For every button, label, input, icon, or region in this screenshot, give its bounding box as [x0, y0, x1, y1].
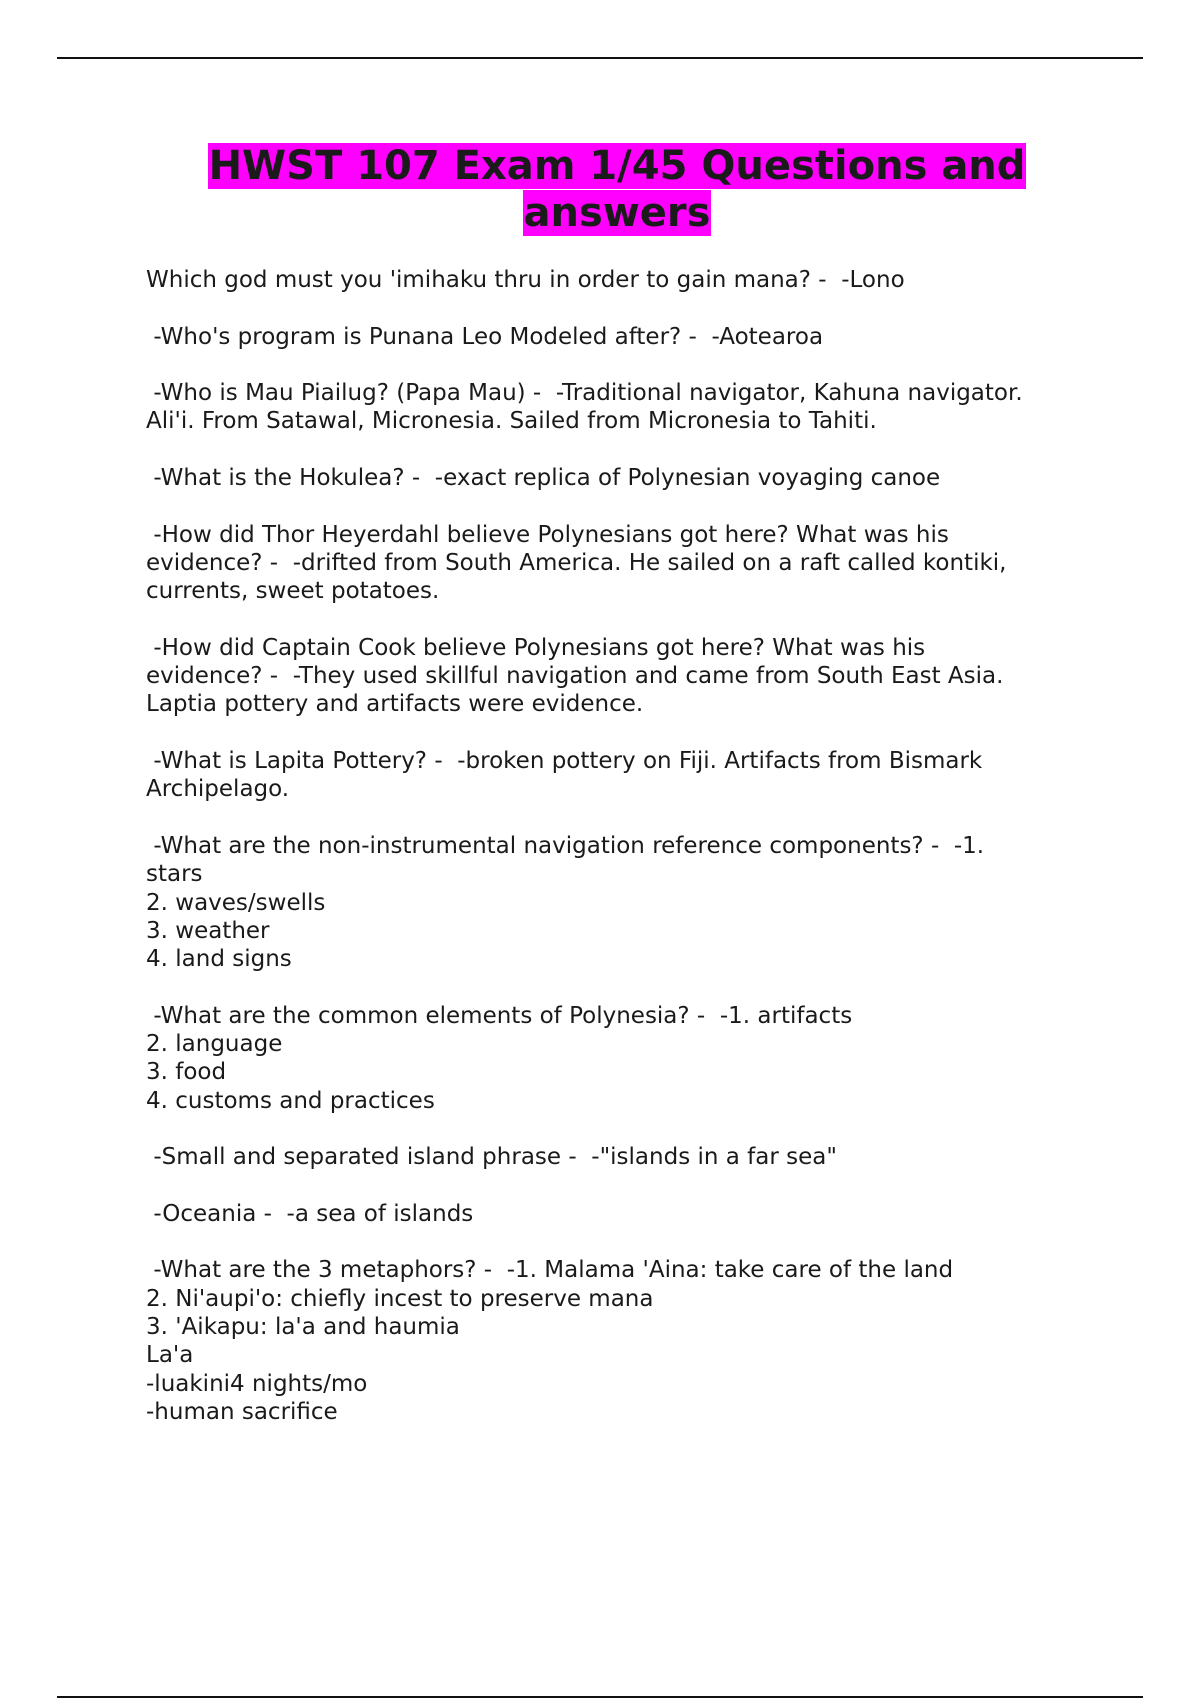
qa-item	[146, 1200, 1091, 1228]
qa-line: stars	[146, 861, 203, 888]
qa-line: Ali'i. From Satawal, Micronesia. Sailed from Micronesia to Tahiti.	[146, 408, 877, 435]
qa-line: La'a	[146, 1342, 194, 1369]
qa-line: -Small and separated island phrase - -"islands in a far sea"	[146, 1144, 837, 1171]
qa-item	[146, 379, 1091, 436]
qa-line: -human sacrifice	[146, 1398, 338, 1425]
qa-line: -What are the 3 metaphors? - -1. Malama 'Aina: take care of the land	[146, 1257, 954, 1284]
qa-item	[146, 832, 1091, 973]
qa-line: -luakini4 nights/mo	[146, 1370, 368, 1397]
qa-item	[146, 634, 1091, 719]
title-block	[150, 143, 1084, 237]
qa-line: 2. Ni'aupi'o: chiefly incest to preserve mana	[146, 1285, 654, 1312]
document-title	[150, 143, 1084, 237]
qa-line: -Oceania - -a sea of islands	[146, 1200, 474, 1227]
qa-line: 4. land signs	[146, 946, 292, 973]
qa-line: 3. weather	[146, 917, 270, 944]
qa-line: currents, sweet potatoes.	[146, 578, 440, 605]
qa-line: -What are the non-instrumental navigation reference components? - -1.	[146, 832, 985, 859]
qa-item	[146, 266, 1091, 294]
qa-item	[146, 1143, 1091, 1171]
qa-item	[146, 747, 1091, 804]
qa-item	[146, 323, 1091, 351]
qa-item	[146, 464, 1091, 492]
qa-line: 2. language	[146, 1031, 283, 1058]
qa-line: -How did Captain Cook believe Polynesians got here? What was his	[146, 634, 926, 661]
qa-line: -What are the common elements of Polynesia? - -1. artifacts	[146, 1002, 853, 1029]
qa-line: 3. food	[146, 1059, 227, 1086]
qa-line: 4. customs and practices	[146, 1087, 435, 1114]
qa-item	[146, 1256, 1091, 1426]
qa-line: Archipelago.	[146, 776, 290, 803]
qa-line: -What is Lapita Pottery? - -broken pottery on Fiji. Artifacts from Bismark	[146, 748, 983, 775]
qa-line: Laptia pottery and artifacts were evidence.	[146, 691, 644, 718]
qa-line: -How did Thor Heyerdahl believe Polynesians got here? What was his	[146, 521, 949, 548]
title-highlight: HWST 107 Exam 1/45 Questions and answers	[208, 143, 1026, 236]
qa-line: -What is the Hokulea? - -exact replica of Polynesian voyaging canoe	[146, 465, 941, 492]
qa-line: 2. waves/swells	[146, 889, 326, 916]
qa-list	[146, 266, 1091, 1454]
qa-line: 3. 'Aikapu: la'a and haumia	[146, 1313, 460, 1340]
qa-line: evidence? - -drifted from South America. He sailed on a raft called kontiki,	[146, 549, 1007, 576]
qa-item	[146, 521, 1091, 606]
qa-line: evidence? - -They used skillful navigation and came from South East Asia.	[146, 663, 1004, 690]
qa-item	[146, 1002, 1091, 1115]
qa-line: Which god must you 'imihaku thru in order to gain mana? - -Lono	[146, 267, 905, 293]
header-rule	[57, 57, 1143, 59]
footer-rule	[57, 1696, 1143, 1698]
qa-line: -Who is Mau Piailug? (Papa Mau) - -Traditional navigator, Kahuna navigator.	[146, 380, 1023, 407]
qa-line: -Who's program is Punana Leo Modeled after? - -Aotearoa	[146, 323, 824, 350]
